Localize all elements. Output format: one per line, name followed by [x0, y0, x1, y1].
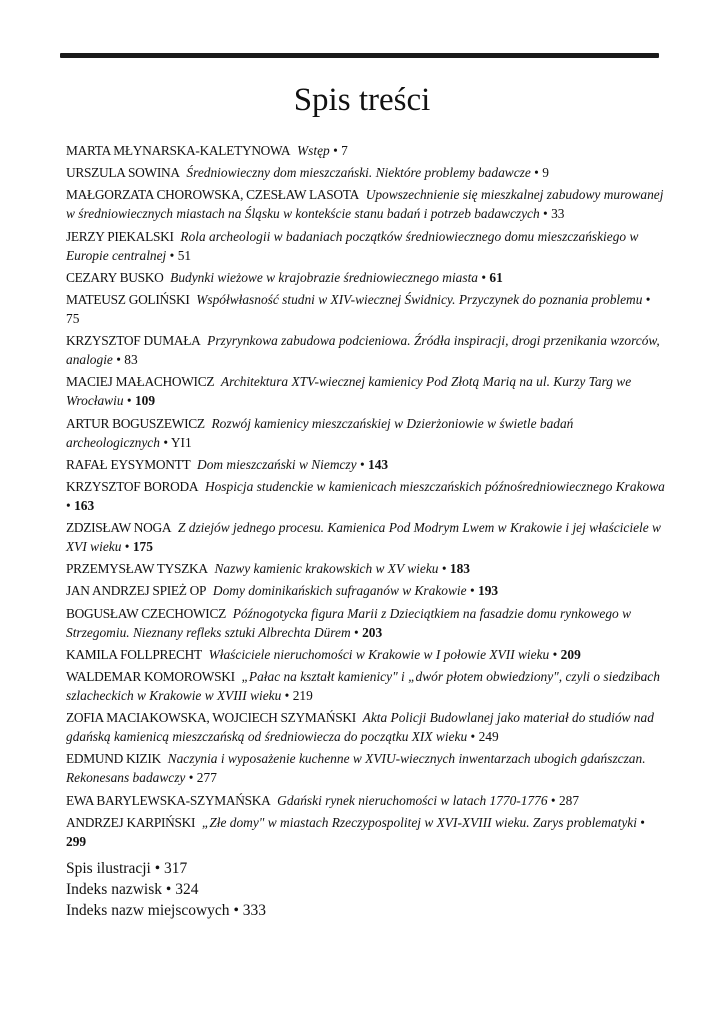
toc-title: Akta Policji Budowlanej jako materiał do studiów nad gdańską kamienicą mieszczańską od średniowiecza do początku XIX wieku — [66, 710, 654, 745]
back-matter-list — [66, 858, 266, 921]
toc-entry — [66, 813, 666, 851]
toc-title: Upowszechnienie się mieszkalnej zabudowy murowanej w średniowiecznych miastach na Śląsku w kontekście stanu badań i potrzeb badawczych — [66, 187, 664, 222]
toc-author: KRZYSZTOF DUMAŁA — [66, 333, 201, 349]
bullet-separator: • — [481, 269, 487, 285]
back-matter-item — [66, 858, 266, 879]
toc-page-number: 299 — [66, 833, 87, 849]
toc-author: ZOFIA MACIAKOWSKA, WOJCIECH SZYMAŃSKI — [66, 710, 356, 726]
toc-title: Przyrynkowa zabudowa podcieniowa. Źródła inspiracji, drogi przenikania wzorców, analogie — [66, 333, 660, 368]
toc-title: Architektura XTV-wiecznej kamienicy Pod Złotą Marią na ul. Kurzy Targ we Wrocławiu — [66, 374, 632, 409]
bullet-separator: • — [534, 165, 539, 181]
toc-title: Gdański rynek nieruchomości w latach 1770-1776 — [277, 792, 548, 808]
toc-page-number: 33 — [551, 206, 565, 222]
toc-entry — [66, 185, 666, 223]
toc-entry — [66, 791, 666, 810]
bullet-separator: • — [233, 902, 239, 919]
toc-author: MATEUSZ GOLIŃSKI — [66, 291, 190, 307]
toc-author: WALDEMAR KOMOROWSKI — [66, 669, 235, 684]
bullet-separator: • — [645, 291, 651, 307]
toc-title: „Pałac na kształt kamienicy" i „dwór płotem obwiedziony", czyli o siedzibach szlacheckich w Krakowie w XVIII wieku — [66, 669, 660, 703]
toc-entry — [66, 290, 666, 328]
toc-title: Z dziejów jednego procesu. Kamienica Pod Modrym Lwem w Krakowie i jej właściciele w XVI wieku — [66, 520, 661, 555]
bullet-separator: • — [552, 646, 558, 662]
toc-page-number: 83 — [124, 352, 138, 368]
bullet-separator: • — [116, 352, 121, 368]
toc-author: PRZEMYSŁAW TYSZKA — [66, 561, 208, 577]
toc-entry — [66, 708, 666, 746]
bullet-separator: • — [441, 561, 447, 577]
toc-page-number: 7 — [341, 143, 348, 158]
toc-title: Budynki wieżowe w krajobrazie średniowiecznego miasta — [170, 269, 478, 285]
toc-author: BOGUSŁAW CZECHOWICZ — [66, 605, 226, 621]
toc-page-number: 75 — [66, 310, 80, 326]
toc-title: Średniowieczny dom mieszczański. Niektóre problemy badawcze — [186, 165, 531, 181]
toc-page-number: 163 — [74, 497, 95, 513]
toc-author: ANDRZEJ KARPIŃSKI — [66, 814, 196, 830]
toc-author: CEZARY BUSKO — [66, 269, 164, 285]
toc-page-number: YI1 — [170, 434, 192, 450]
toc-author: JERZY PIEKALSKI — [66, 228, 174, 244]
toc-entry — [66, 749, 666, 787]
bullet-separator: • — [169, 247, 175, 263]
toc-entry — [66, 645, 666, 664]
toc-entry — [66, 268, 666, 287]
back-matter-page: 317 — [164, 860, 188, 877]
toc-entry — [66, 163, 666, 182]
toc-entry — [66, 414, 666, 452]
header-rule — [60, 53, 659, 58]
bullet-separator: • — [354, 624, 359, 640]
toc-author: ARTUR BOGUSZEWICZ — [66, 415, 205, 431]
bullet-separator: • — [469, 583, 475, 599]
back-matter-page: 324 — [175, 881, 199, 898]
toc-title: Hospicja studenckie w kamienicach mieszczańskich późnośredniowiecznego Krakowa — [204, 478, 665, 494]
toc-author: KAMILA FOLLPRECHT — [66, 646, 202, 662]
back-matter-label: Indeks nazwisk — [66, 881, 162, 898]
bullet-separator: • — [124, 539, 130, 555]
bullet-separator: • — [284, 688, 290, 703]
toc-page-number: 277 — [196, 770, 217, 786]
toc-entry — [66, 227, 666, 265]
bullet-separator: • — [126, 393, 132, 409]
toc-author: MARTA MŁYNARSKA-KALETYNOWA — [66, 143, 291, 158]
toc-title: Dom mieszczański w Niemczy — [197, 456, 357, 472]
bullet-separator: • — [188, 770, 194, 786]
toc-title: Naczynia i wyposażenie kuchenne w XVIU-wiecznych inwentarzach ubogich gdańszczan. Rekonesans badawczy — [66, 751, 646, 786]
toc-page-number: 209 — [560, 646, 581, 662]
bullet-separator: • — [333, 143, 338, 158]
toc-title: Wstęp — [296, 143, 330, 158]
bullet-separator: • — [640, 814, 645, 830]
toc-author: RAFAŁ EYSYMONTT — [66, 456, 191, 472]
toc-list — [66, 141, 666, 854]
toc-entry — [66, 518, 666, 556]
toc-page-number: 109 — [134, 393, 156, 409]
toc-author: JAN ANDRZEJ SPIEŻ OP — [66, 583, 207, 599]
toc-title: Domy dominikańskich sufraganów w Krakowie — [212, 583, 467, 599]
toc-title: Rozwój kamienicy mieszczańskiej w Dzierżoniowie w świetle badań archeologicznych — [66, 415, 574, 450]
toc-page-number: 203 — [362, 624, 383, 640]
bullet-separator: • — [165, 881, 172, 898]
back-matter-label: Indeks nazw miejscowych — [66, 902, 230, 919]
toc-entry — [66, 477, 666, 515]
toc-author: EDMUND KIZIK — [66, 751, 161, 767]
toc-entry — [66, 331, 666, 369]
toc-entry — [66, 141, 666, 160]
toc-entry — [66, 667, 666, 705]
bullet-separator: • — [470, 729, 476, 745]
bullet-separator: • — [543, 206, 548, 222]
toc-entry — [66, 559, 666, 578]
toc-entry — [66, 372, 666, 410]
back-matter-item — [66, 900, 266, 921]
toc-title: Rola archeologii w badaniach początków średniowiecznego domu mieszczańskiego w Europie centralnej — [66, 228, 639, 263]
toc-author: MACIEJ MAŁACHOWICZ — [66, 374, 215, 390]
toc-entry — [66, 604, 666, 642]
toc-page-number: 143 — [368, 456, 389, 472]
toc-page-number: 51 — [177, 247, 192, 263]
toc-author: EWA BARYLEWSKA-SZYMAŃSKA — [66, 792, 271, 808]
toc-title: Właściciele nieruchomości w Krakowie w I połowie XVII wieku — [208, 646, 550, 662]
back-matter-page: 333 — [242, 902, 266, 919]
toc-author: ZDZISŁAW NOGA — [66, 520, 172, 536]
back-matter-item — [66, 879, 266, 900]
toc-page-number: 9 — [542, 165, 549, 181]
toc-page-number: 183 — [449, 561, 470, 577]
toc-page-number: 175 — [132, 539, 153, 555]
toc-entry — [66, 455, 666, 474]
toc-author: KRZYSZTOF BORODA — [66, 478, 199, 494]
toc-page-number: 219 — [292, 688, 313, 703]
toc-page-number: 61 — [489, 269, 503, 285]
toc-author: MAŁGORZATA CHOROWSKA, CZESŁAW LASOTA — [66, 187, 359, 203]
toc-title: „Złe domy" w miastach Rzeczypospolitej w XVI-XVIII wieku. Zarys problematyki — [201, 814, 637, 830]
page-title: Spis treści — [293, 82, 431, 118]
bullet-separator: • — [550, 792, 556, 808]
toc-author: URSZULA SOWINA — [66, 165, 180, 181]
bullet-separator: • — [163, 434, 169, 450]
toc-page-number: 287 — [558, 792, 580, 808]
bullet-separator: • — [154, 860, 161, 877]
toc-page-number: 193 — [478, 583, 499, 599]
back-matter-label: Spis ilustracji — [66, 860, 151, 877]
toc-entry — [66, 581, 666, 600]
toc-title: Późnogotycka figura Marii z Dzieciątkiem na fasadzie domu rynkowego w Strzegomiu. Nieznany refleks sztuki Albrechta Dürem — [66, 605, 632, 640]
toc-title: Nazwy kamienic krakowskich w XV wieku — [214, 561, 439, 577]
toc-page-number: 249 — [478, 729, 499, 745]
bullet-separator: • — [359, 456, 365, 472]
bullet-separator: • — [66, 497, 71, 513]
toc-title: Współwłasność studni w XIV-wiecznej Świdnicy. Przyczynek do poznania problemu — [196, 291, 643, 307]
